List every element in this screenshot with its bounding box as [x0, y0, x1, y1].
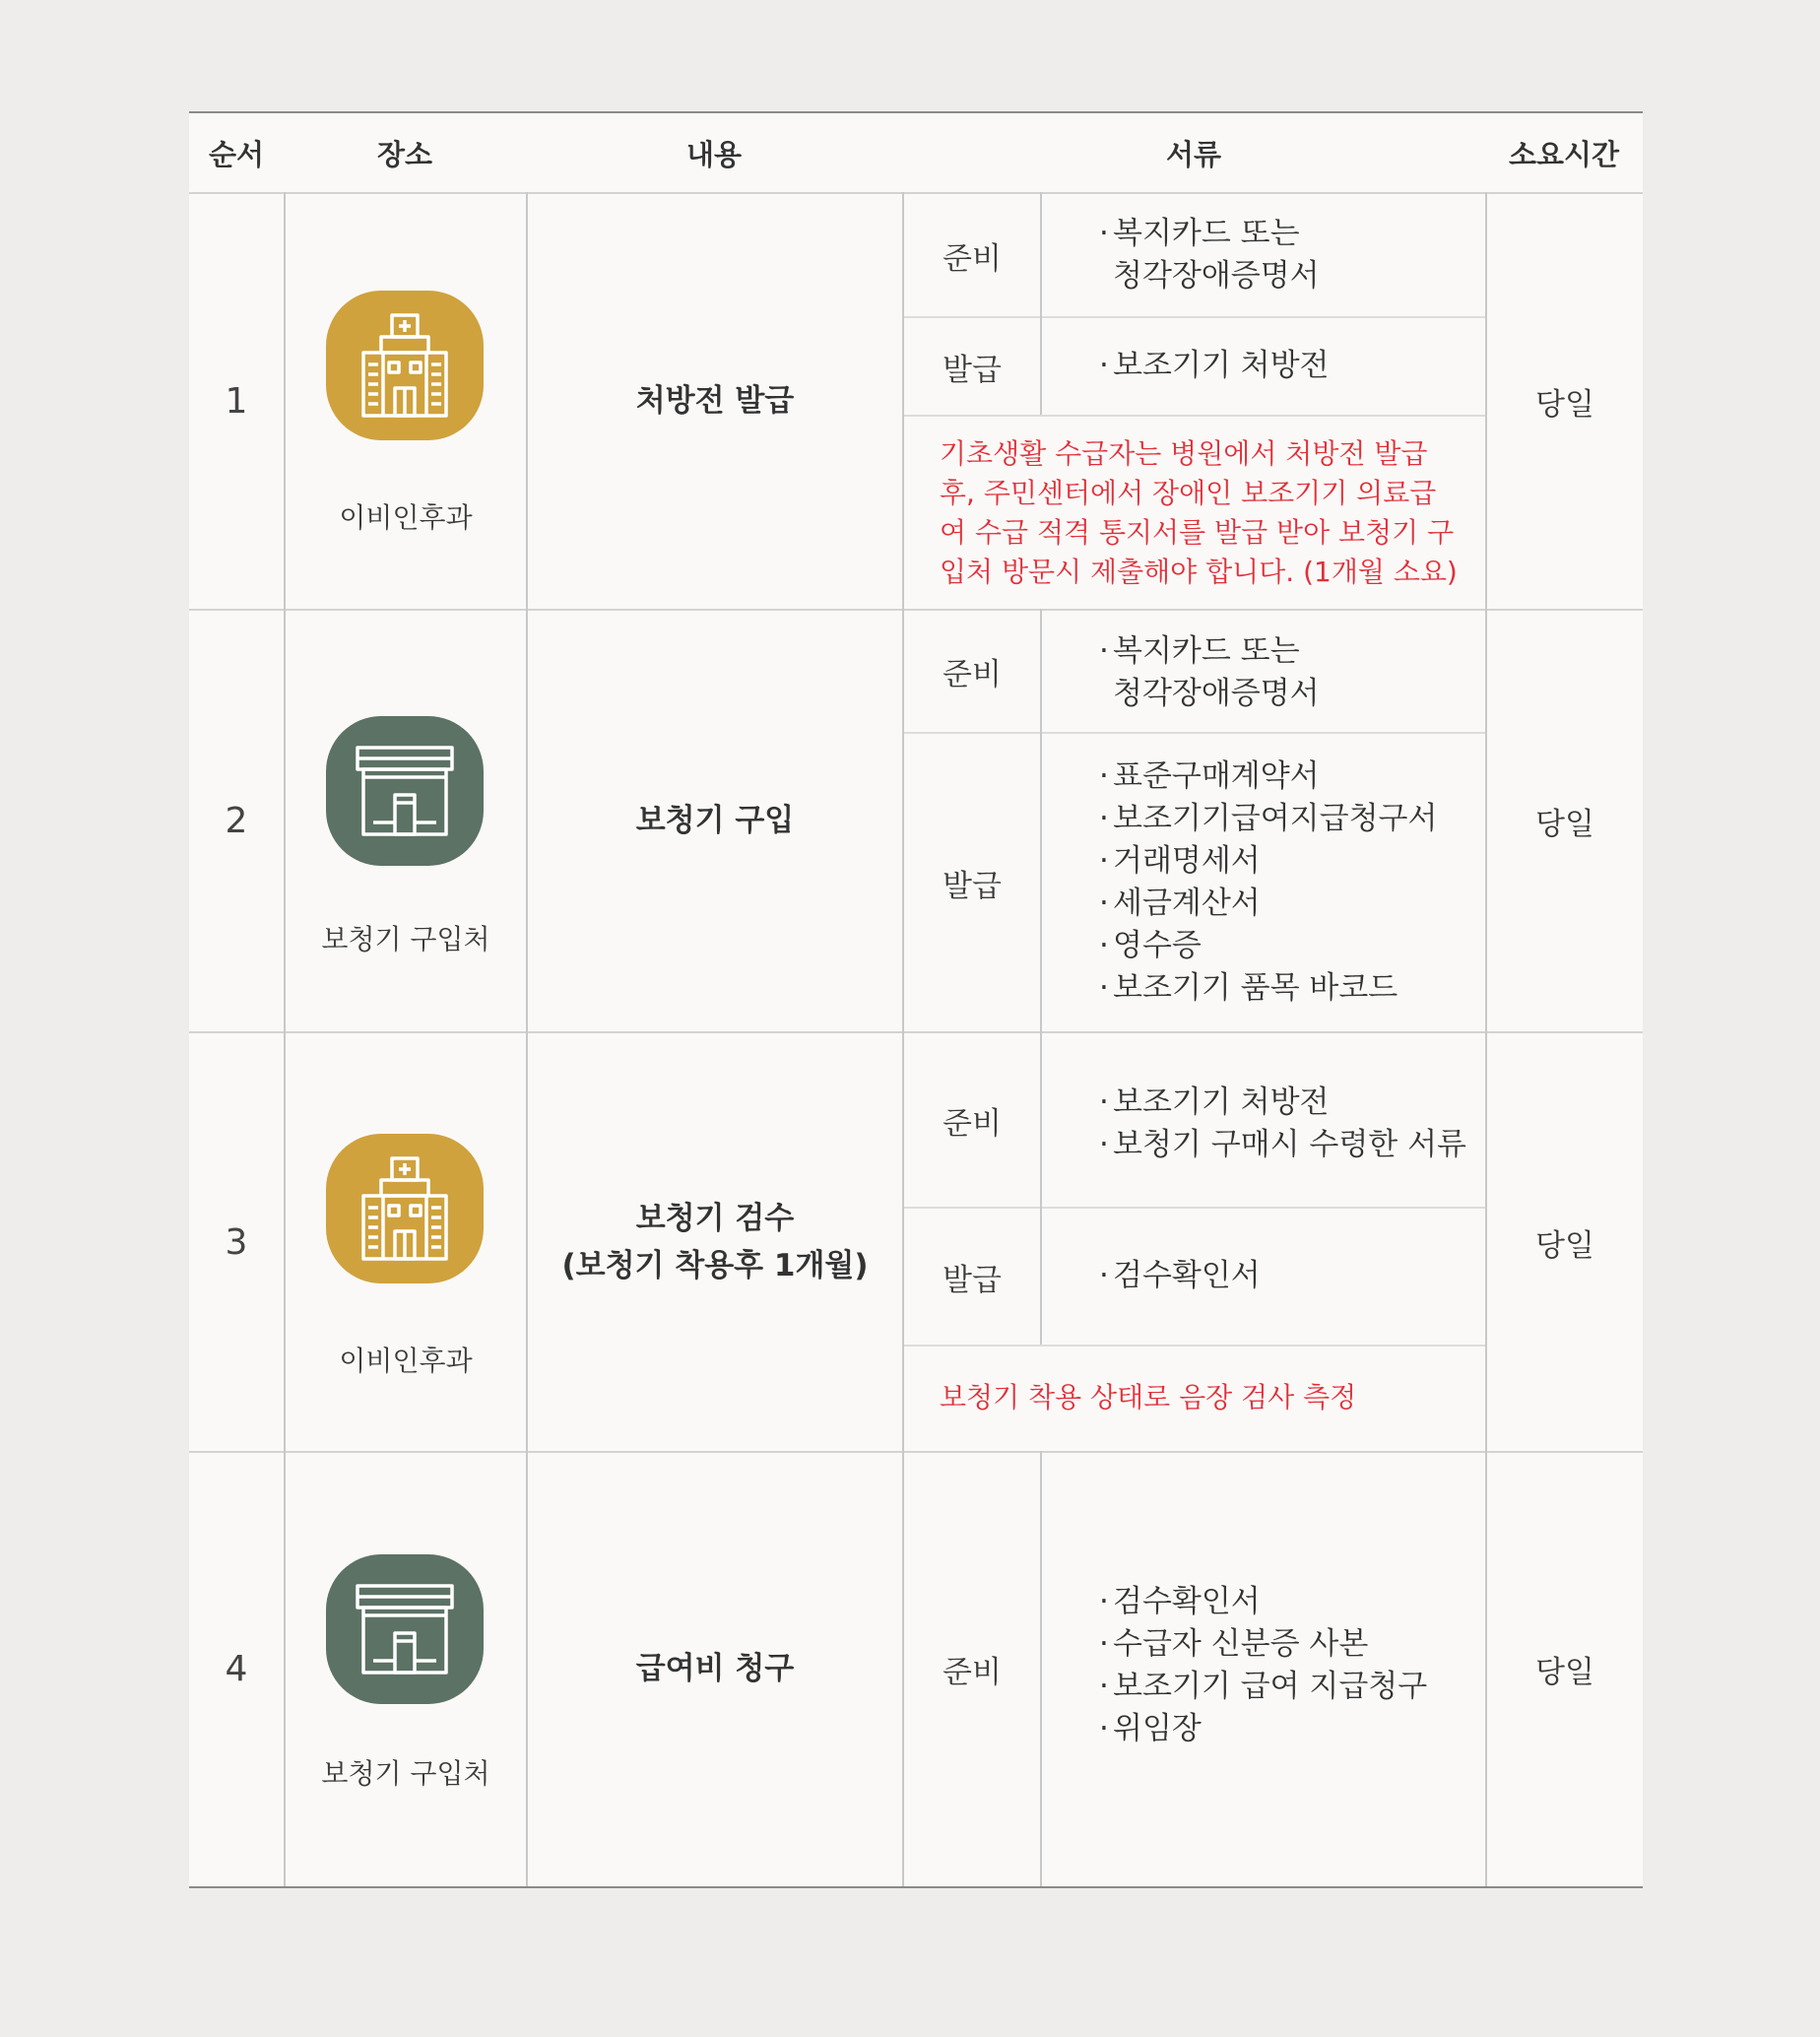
hospital-icon [326, 1134, 484, 1283]
document-item: · 보조기기 처방전 [1099, 1082, 1466, 1124]
issue-label: 발급 [942, 868, 1002, 904]
place-name: 보청기 구입처 [321, 1757, 490, 1790]
document-item: · 세금계산서 [1099, 883, 1437, 925]
place-name: 이비인후과 [339, 1345, 473, 1377]
row-order: 1 [225, 381, 248, 422]
document-item: · 보조기기 품목 바코드 [1099, 967, 1437, 1010]
document-item: · 보조기기 처방전 [1099, 345, 1329, 387]
document-item: · 거래명세서 [1099, 840, 1437, 883]
storefront-icon [326, 1554, 484, 1704]
label-divider [1040, 1451, 1042, 1886]
sub-divider [902, 415, 1485, 417]
row-content: 보청기 구입 [635, 803, 795, 839]
notice-text: 보청기 착용 상태로 음장 검사 측정 [940, 1381, 1357, 1413]
place-name: 이비인후과 [339, 501, 473, 534]
header-place: 장소 [376, 137, 433, 171]
content-line: 보청기 검수 [635, 1200, 795, 1236]
document-item: · 보조기기 급여 지급청구 [1099, 1666, 1427, 1708]
document-item-continued: 청각장애증명서 [1113, 676, 1320, 711]
header-content: 내용 [685, 137, 743, 171]
notice-text: 기초생활 수급자는 병원에서 처방전 발급후, 주민센터에서 장애인 보조기기 의료급여 수급 적격 통지서를 발급 받아 보청기 구입처 방문시 제출해야 합니다. (1개월 소요) [940, 437, 1458, 588]
document-item: · 위임장 [1099, 1708, 1427, 1750]
header-time: 소요시간 [1508, 137, 1620, 171]
document-item: · 보조기기급여지급청구서 [1099, 798, 1437, 840]
prepare-label: 준비 [942, 240, 1002, 277]
header-order: 순서 [208, 137, 265, 171]
place-name: 보청기 구입처 [321, 923, 490, 955]
label-divider [1040, 192, 1042, 415]
document-item: · 검수확인서 [1099, 1581, 1427, 1623]
document-item: · 검수확인서 [1099, 1255, 1261, 1297]
row-time: 당일 [1535, 807, 1594, 842]
document-item: · 영수증 [1099, 925, 1437, 967]
row-time: 당일 [1535, 1227, 1594, 1264]
prepare-documents [1099, 630, 1320, 715]
prepare-documents [1099, 213, 1320, 297]
prepare-label: 준비 [942, 1105, 1002, 1142]
prepare-label: 준비 [942, 657, 1002, 692]
hospital-icon [326, 291, 484, 440]
document-item-continued: 청각장애증명서 [1113, 258, 1320, 294]
label-divider [1040, 609, 1042, 1031]
row-time: 당일 [1535, 1654, 1594, 1690]
content-line: (보청기 착용후 1개월) [561, 1248, 869, 1283]
row-content [528, 1033, 902, 1451]
document-item: · 복지카드 또는 [1099, 630, 1320, 673]
document-item: · 보청기 구매시 수령한 서류 [1099, 1124, 1466, 1166]
label-divider [1040, 1031, 1042, 1345]
prepare-label: 준비 [942, 1654, 1002, 1690]
document-item: · 복지카드 또는 [1099, 213, 1320, 255]
row-content: 급여비 청구 [635, 1650, 795, 1686]
sub-divider [902, 1345, 1485, 1347]
row-order: 2 [225, 801, 248, 841]
storefront-icon [326, 716, 484, 866]
document-item: · 수급자 신분증 사본 [1099, 1623, 1427, 1666]
issue-label: 발급 [942, 352, 1002, 388]
column-divider [284, 192, 286, 1886]
row-order: 3 [225, 1221, 248, 1263]
issue-label: 발급 [942, 1262, 1002, 1298]
issue-documents [1099, 1255, 1261, 1297]
document-item: · 표준구매계약서 [1099, 756, 1437, 798]
row-time: 당일 [1535, 387, 1594, 423]
row-content: 처방전 발급 [635, 383, 795, 420]
header-documents: 서류 [1165, 137, 1222, 171]
prepare-documents [1099, 1082, 1466, 1166]
row-order: 4 [225, 1648, 248, 1689]
procedure-table [189, 111, 1643, 1888]
issue-documents [1099, 345, 1329, 387]
prepare-documents [1099, 1581, 1427, 1750]
issue-documents [1099, 756, 1437, 1010]
